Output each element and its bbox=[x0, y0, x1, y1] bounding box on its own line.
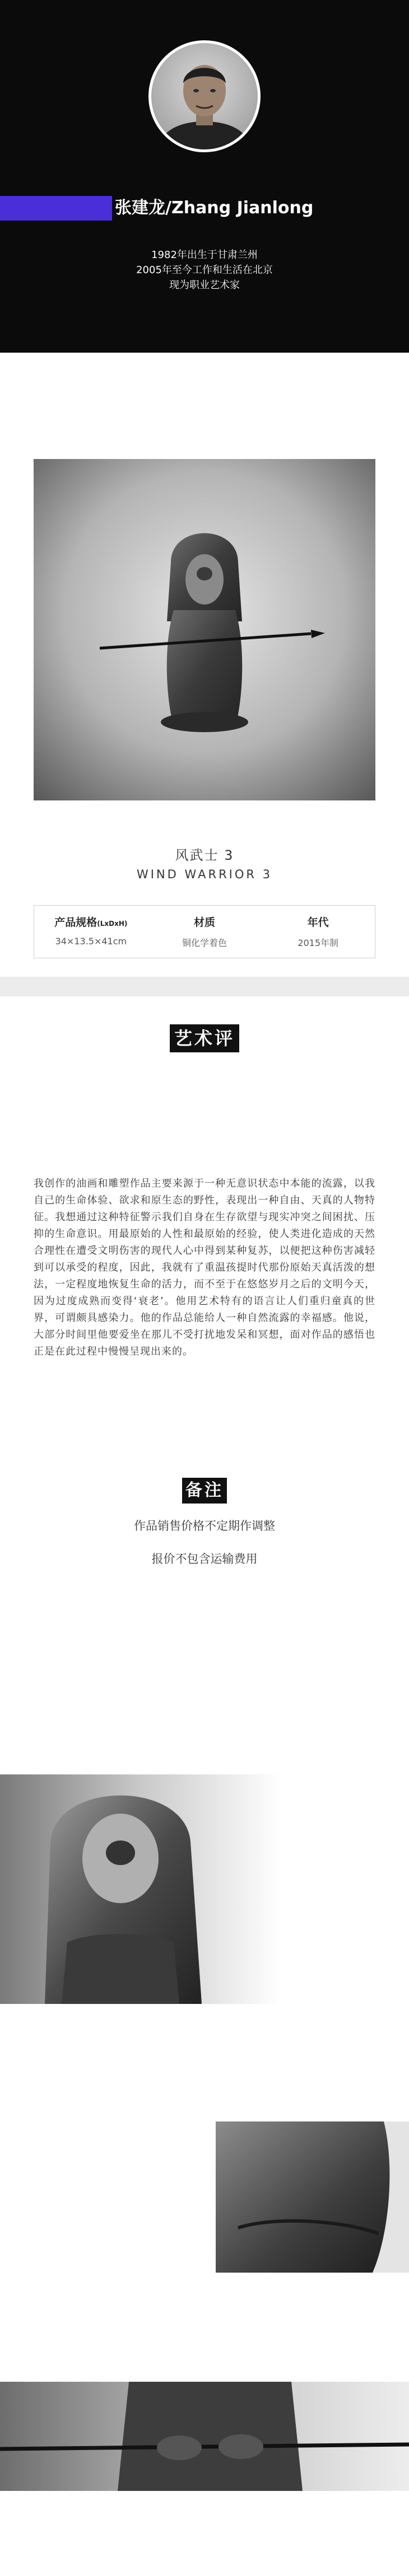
artwork-title: 风武士 3 bbox=[175, 847, 234, 863]
bio-line: 1982年出生于甘肃兰州 bbox=[151, 249, 258, 261]
note-line: 报价不包含运输费用 bbox=[151, 1552, 258, 1566]
artwork-subtitle: WIND WARRIOR 3 bbox=[136, 868, 273, 881]
notes-list bbox=[0, 1516, 409, 1582]
avatar-ring bbox=[148, 40, 261, 152]
spec-year bbox=[261, 906, 375, 958]
bio-line: 2005年至今工作和生活在北京 bbox=[136, 264, 273, 276]
spec-label: 材质 bbox=[194, 916, 216, 929]
artwork-main-photo bbox=[34, 459, 375, 800]
detail-photo-hood bbox=[0, 1774, 280, 2004]
section-divider bbox=[0, 977, 409, 996]
artist-bio bbox=[0, 247, 409, 293]
spec-value: 34×13.5×41cm bbox=[55, 936, 127, 947]
spec-value: 铜化学着色 bbox=[182, 938, 227, 948]
detail-photo-body bbox=[216, 2121, 409, 2273]
spec-material bbox=[148, 906, 262, 958]
review-text: 我创作的油画和雕塑作品主要来源于一种无意识状态中本能的流露，以我自己的生命体验、欲求和原生态的野性，表现出一种自由、天真的人物特征。我想通过这种特征警示我们自身在生存欲望与现实冲突之间困扰、压抑的生命意识。用最原始的人性和最原始的经验，使人类进化造成的天然合理性在遭受文明伤害的现代人心中得到某种复苏，以便把这种伤害减轻到可以承受的程度，因此，我就有了重温孩提时代那份原始天真活泼的想法，一定程度地恢复生命的活力，而不至于在悠悠岁月之后的文明今天，因为过度成熟而变得‘衰老’。他用艺术特有的语言让人们重归童真的世界，可谓颇具感染力。他的作品总能给人一种自然流露的幸福感。他说，大部分时间里他要爱坐在那儿不受打扰地发呆和冥想，面对作品的感悟也正是在此过程中慢慢呈现出来的。 bbox=[34, 1178, 375, 1357]
notes-heading: 备注 bbox=[182, 1478, 227, 1504]
review-heading: 艺术评价 bbox=[170, 1024, 239, 1052]
spec-table bbox=[34, 905, 375, 958]
spec-label: 产品规格(LxDxH) bbox=[54, 916, 128, 929]
spec-size bbox=[34, 906, 148, 958]
note-line: 作品销售价格不定期作调整 bbox=[134, 1519, 275, 1533]
artist-name: 张建龙/Zhang Jianlong bbox=[115, 198, 314, 218]
avatar bbox=[151, 43, 258, 149]
spec-value: 2015年制 bbox=[298, 938, 339, 948]
spec-label: 年代 bbox=[307, 916, 329, 929]
bio-line: 现为职业艺术家 bbox=[169, 279, 240, 291]
detail-photo-spear bbox=[0, 2382, 409, 2491]
name-accent-bar bbox=[0, 196, 112, 221]
spec-label-unit: (LxDxH) bbox=[97, 920, 128, 928]
